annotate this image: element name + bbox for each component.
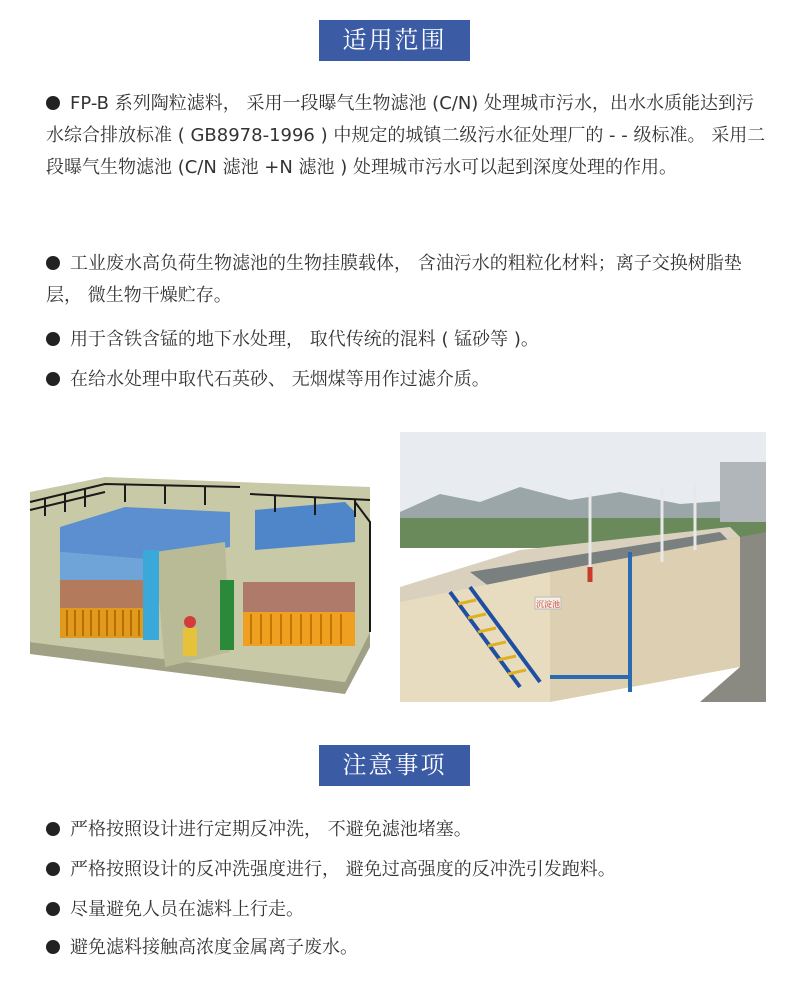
bullet-icon	[46, 96, 60, 110]
bullet-icon	[46, 332, 60, 346]
bullet-icon	[46, 822, 60, 836]
scope-item-text: 在给水处理中取代石英砂、 无烟煤等用作过滤介质。	[70, 369, 490, 390]
scope-item-3	[46, 324, 766, 356]
scope-item-text: FP-B 系列陶粒滤料， 采用一段曝气生物滤池 (C/N) 处理城市污水，出水水质能达到污水综合排放标准 ( GB8978-1996 ) 中规定的城镇二级污水征处理厂的 - - 级标准。 采用二段曝气生物滤池 (C/N 滤池 +N 滤池 ) 处理城市污水可以起到深度处理的作用。	[46, 93, 766, 178]
notes-item-text: 严格按照设计的反冲洗强度进行， 避免过高强度的反冲洗引发跑料。	[70, 859, 616, 880]
tank-sign-label: 沉淀池	[536, 600, 560, 609]
notes-item-text: 避免滤料接触高浓度金属离子废水。	[70, 937, 358, 958]
notes-item-4	[46, 932, 766, 964]
filter-tank-diagram-svg	[25, 432, 380, 694]
notes-item-2	[46, 854, 766, 886]
scope-item-text: 工业废水高负荷生物滤池的生物挂膜载体， 含油污水的粗粒化材料；离子交换树脂垫层， 微生物干燥贮存。	[46, 253, 742, 306]
treatment-plant-photo	[400, 432, 766, 702]
notes-item-1	[46, 814, 766, 846]
scope-item-2	[46, 248, 766, 312]
notes-item-text: 严格按照设计进行定期反冲洗， 不避免滤池堵塞。	[70, 819, 472, 840]
scope-item-1	[46, 88, 766, 184]
bullet-icon	[46, 940, 60, 954]
notes-item-3	[46, 894, 766, 926]
scope-item-text: 用于含铁含锰的地下水处理， 取代传统的混料 ( 锰砂等 )。	[70, 329, 539, 350]
treatment-plant-photo-svg	[400, 432, 766, 702]
bullet-icon	[46, 862, 60, 876]
notes-section-title: 注意事项	[319, 745, 470, 786]
notes-item-text: 尽量避免人员在滤料上行走。	[70, 899, 304, 920]
scope-item-4	[46, 364, 766, 396]
bullet-icon	[46, 256, 60, 270]
bullet-icon	[46, 902, 60, 916]
filter-tank-diagram	[25, 432, 380, 694]
scope-section-title: 适用范围	[319, 20, 470, 61]
bullet-icon	[46, 372, 60, 386]
